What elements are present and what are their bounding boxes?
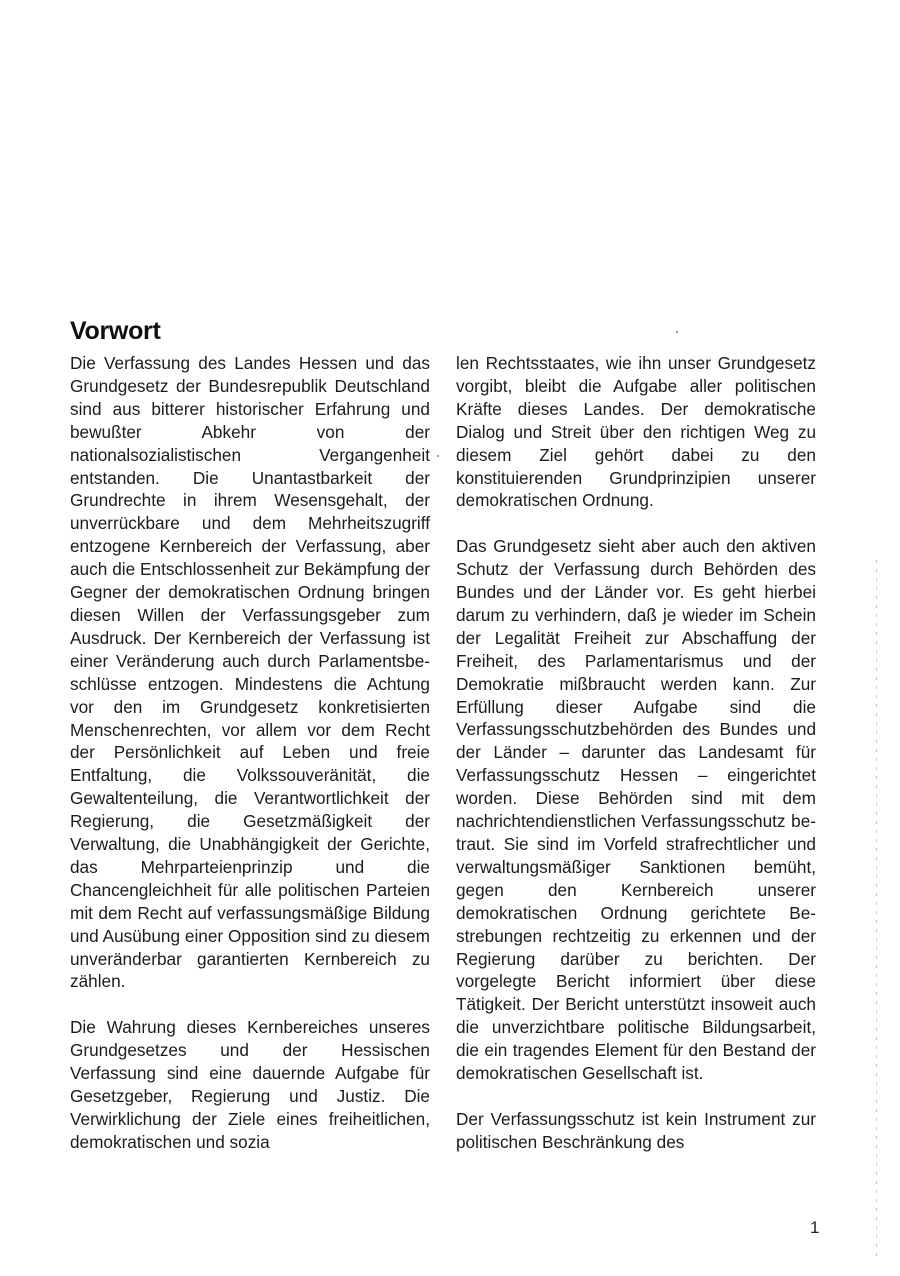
scan-edge-artifact (876, 560, 877, 1260)
paragraph: len Rechtsstaates, wie ihn unser Grundgesetz vorgibt, bleibt die Aufgabe aller politischen Kräfte dieses Landes. Der demokratische Dialog und Streit über den richtigen Weg zu diesem Ziel gehört dabei zu den konstituierenden Grundprinzipien unserer demokratischen Ordnung. (456, 353, 816, 511)
page-number: 1 (810, 1218, 820, 1237)
paragraph: Der Verfassungsschutz ist kein Instrument zur politischen Beschränkung des (456, 1108, 816, 1152)
left-column (70, 352, 430, 1154)
page-title: Vorwort (70, 316, 161, 345)
scan-speck (437, 455, 439, 457)
scan-speck (676, 331, 678, 333)
right-column (456, 352, 816, 1154)
paragraph: Die Verfassung des Landes Hessen und das Grundgesetz der Bundesrepublik Deutschland sind aus bitterer historischer Erfahrung und bewußter Abkehr von der nationalsozialistischen Vergangenheit entstanden. Die Unantastbarkeit der Grundrechte in ihrem Wesensgehalt, der unverrückbare und dem Mehrheitszugriff entzogene Kernbereich der Verfassung, aber auch die Entschlossenheit zur Bekämpfung der Gegner der demokratischen Ordnung bringen diesen Willen der Verfassungsgeber zum Ausdruck. Der Kernbereich der Verfassung ist einer Veränderung auch durch Parlamentsbeschlüsse entzogen. Mindestens die Achtung vor den im Grundgesetz konkretisierten Menschenrechten, vor allem vor dem Recht der Persönlichkeit auf Leben und freie Entfaltung, die Volkssouveränität, die Gewaltenteilung, die Verantwortlichkeit der Regierung, die Gesetzmäßigkeit der Verwaltung, die Unabhängigkeit der Gerichte, das Mehrparteienprinzip und die Chancengleichheit für alle politischen Parteien mit dem Recht auf verfassungsmäßige Bildung und Ausübung einer Opposition sind zu diesem unveränderbar garantierten Kernbereich zu zählen. (70, 353, 430, 992)
paragraph: Die Wahrung dieses Kernbereiches unseres Grundgesetzes und der Hessischen Verfassung sind eine dauernde Aufgabe für Gesetzgeber, Regierung und Justiz. Die Verwirklichung der Ziele eines freiheitlichen, demokratischen und sozia (70, 1017, 430, 1152)
paragraph: Das Grundgesetz sieht aber auch den aktiven Schutz der Verfassung durch Behörden des Bundes und der Länder vor. Es geht hierbei darum zu verhindern, daß je wieder im Schein der Legalität Freiheit zur Abschaffung der Freiheit, des Parlamentarismus und der Demokratie mißbraucht werden kann. Zur Erfüllung dieser Aufgabe sind die Verfassungsschutzbehörden des Bundes und der Länder – darunter das Landesamt für Verfassungsschutz Hessen – eingerichtet worden. Diese Behörden sind mit dem nachrichtendienstlichen Verfassungsschutz betraut. Sie sind im Vorfeld strafrechtlicher und verwaltungsmäßiger Sanktionen bemüht, gegen den Kernbereich unserer demokratischen Ordnung gerichtete Bestrebungen rechtzeitig zu erkennen und der Regierung darüber zu berichten. Der vorgelegte Bericht informiert über diese Tätigkeit. Der Bericht unterstützt insoweit auch die unverzichtbare politische Bildungsarbeit, die ein tragendes Element für den Bestand der demokratischen Gesellschaft ist. (456, 536, 816, 1084)
